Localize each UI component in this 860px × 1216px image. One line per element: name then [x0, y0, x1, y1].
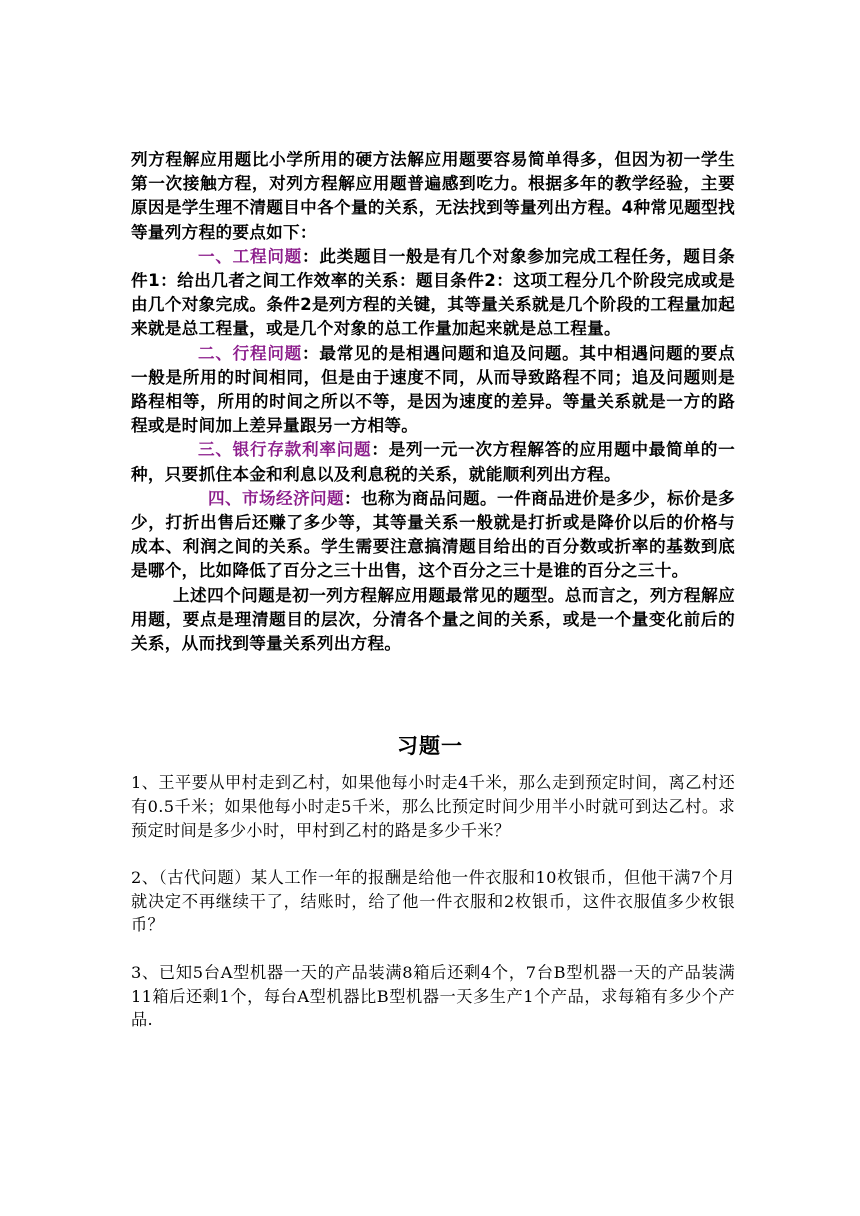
section-text: ：也称为商品问题。一件商品进价是多少，标价是多少，打折出售后还赚了多少等，其等量关系一般就是打折或是降价以后的价格与成本、利润之间的关系。学生需要注意搞清题目给出的百分数或折率的基数到底是哪个，比如降低了百分之三十出售，这个百分之三十是谁的百分之三十。 [131, 488, 735, 581]
exercise-problem: 3、已知5台A型机器一天的产品装满8箱后还剩4个，7台B型机器一天的产品装满11箱后还剩1个，每台A型机器比B型机器一天多生产1个产品，求每箱有多少个产品. [131, 962, 735, 1030]
section-heading: 二、行程问题 [198, 343, 303, 363]
section-heading: 三、银行存款利率问题 [198, 440, 372, 460]
section-market [131, 487, 735, 584]
section-text: ：最常见的是相遇问题和追及问题。其中相遇问题的要点一般是所用的时间相同，但是由于速度不同，从而导致路程不同；追及问题则是路程相等，所用的时间之所以不等，是因为速度的差异。等量关系就是一方的路程或是时间加上差异量跟另一方相等。 [131, 343, 735, 436]
section-travel [131, 342, 735, 439]
summary-paragraph: 上述四个问题是初一列方程解应用题最常见的题型。总而言之，列方程解应用题，要点是理清题目的层次，分清各个量之间的关系，或是一个量变化前后的关系，从而找到等量关系列出方程。 [131, 585, 735, 654]
exercise-problem: 1、王平要从甲村走到乙村，如果他每小时走4千米，那么走到预定时间，离乙村还有0.5千米；如果他每小时走5千米，那么比预定时间少用半小时就可到达乙村。求预定时间是多少小时，甲村到乙村的路是多少千米？ [131, 773, 735, 840]
section-engineering [131, 245, 735, 342]
exercise-title: 习题一 [397, 734, 463, 758]
section-heading: 一、工程问题 [198, 246, 303, 266]
exercise-list [131, 771, 735, 1056]
intro-section [131, 148, 735, 656]
intro-paragraph: 列方程解应用题比小学所用的硬方法解应用题要容易简单得多，但因为初一学生第一次接触方程，对列方程解应用题普遍感到吃力。根据多年的教学经验，主要原因是学生理不清题目中各个量的关系，无法找到等量列出方程。4种常见题型找等量列方程的要点如下： [131, 150, 735, 242]
section-heading: 四、市场经济问题 [208, 488, 345, 508]
exercise-problem: 2、（古代问题）某人工作一年的报酬是给他一件衣服和10枚银币，但他干满7个月就决定不再继续干了，结账时，给了他一件衣服和2枚银币，这件衣服值多少枚银币？ [131, 867, 735, 935]
section-text: ：此类题目一般是有几个对象参加完成工程任务，题目条件1：给出几者之间工作效率的关系：题目条件2：这项工程分几个阶段完成或是由几个对象完成。条件2是列方程的关键，其等量关系就是几个阶段的工程量加起来就是总工程量，或是几个对象的总工作量加起来就是总工程量。 [131, 246, 735, 339]
section-text: ：是列一元一次方程解答的应用题中最简单的一种，只要抓住本金和利息以及利息税的关系，就能顺利列出方程。 [131, 440, 735, 484]
section-bank-interest [131, 438, 735, 486]
